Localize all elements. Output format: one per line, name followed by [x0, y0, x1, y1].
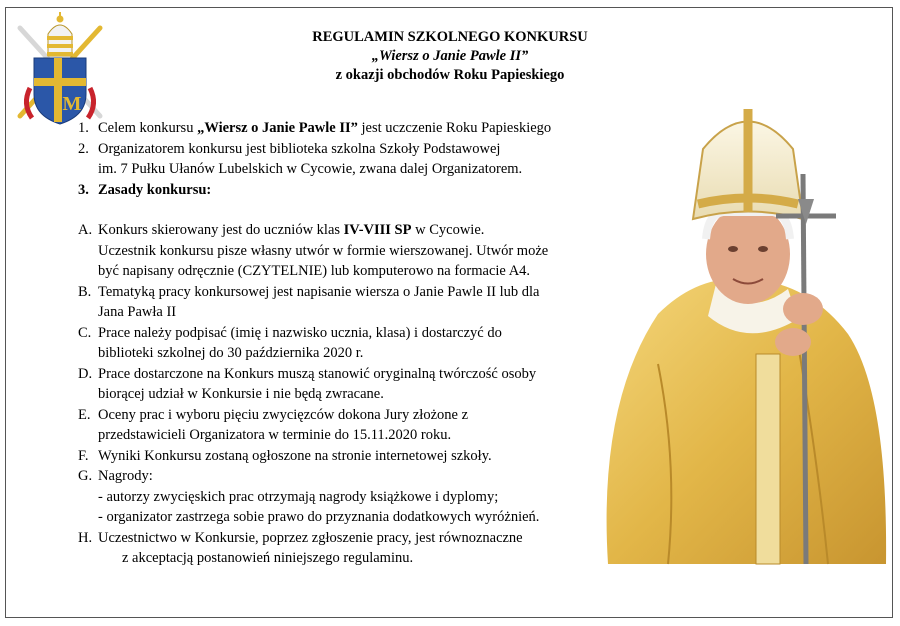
- rule-a-line3: być napisany odręcznie (CZYTELNIE) lub komputerowo na formacie A4.: [98, 263, 531, 279]
- rule-letter: A.: [78, 222, 93, 238]
- rule-a-text-a: Konkurs skierowany jest do uczniów klas: [98, 222, 344, 238]
- rule-g-line1: Nagrody:: [98, 468, 153, 484]
- list-item-1: [78, 118, 598, 139]
- header-title: REGULAMIN SZKOLNEGO KONKURSU: [312, 29, 588, 45]
- rule-c: [78, 323, 598, 364]
- item2-line1: Organizatorem konkursu jest biblioteka szkolna Szkoły Podstawowej: [98, 140, 501, 157]
- list-number: 3.: [78, 181, 89, 198]
- rule-h-line2: z akceptacją postanowień niniejszego regulaminu.: [122, 550, 414, 566]
- rule-f: [78, 446, 598, 467]
- rule-c-line2: biblioteki szkolnej do 30 października 2020 r.: [98, 345, 364, 361]
- rule-d-line2: biorącej udział w Konkursie i nie będą zwracane.: [98, 386, 384, 402]
- rule-letter: C.: [78, 324, 92, 341]
- rule-g-prize-extra: - organizator zastrzega sobie prawo do przyznania dodatkowych wyróżnień.: [98, 509, 540, 525]
- item3-heading: Zasady konkursu:: [98, 181, 212, 198]
- list-item-2: [78, 139, 598, 180]
- rule-d: [78, 364, 598, 405]
- rule-a: [78, 220, 598, 282]
- document-header: [200, 28, 700, 85]
- rule-letter: G.: [78, 468, 93, 484]
- rule-letter: B.: [78, 283, 92, 300]
- item1-text-c: jest uczczenie Roku Papieskiego: [357, 120, 552, 136]
- list-number: 2.: [78, 140, 89, 157]
- list-item-3: [78, 180, 598, 201]
- rule-h: [78, 528, 598, 569]
- rule-g: [78, 466, 598, 528]
- rule-c-line1: Prace należy podpisać (imię i nazwisko ucznia, klasa) i dostarczyć do: [98, 324, 502, 341]
- rule-letter: D.: [78, 365, 93, 382]
- rule-e-line2: przedstawicieli Organizatora w terminie do 15.11.2020 roku.: [98, 427, 452, 443]
- rule-b-line1: Tematyką pracy konkursowej jest napisanie wiersza o Janie Pawle II lub dla: [98, 283, 540, 300]
- rule-d-line1: Prace dostarczone na Konkurs muszą stanowić oryginalną twórczość osoby: [98, 365, 537, 382]
- rule-b-line2: Jana Pawła II: [98, 304, 177, 320]
- papal-coat-of-arms-icon: [10, 8, 110, 126]
- rule-g-prize-books: - autorzy zwycięskich prac otrzymają nagrody książkowe i dyplomy;: [98, 488, 499, 505]
- rule-a-line2: Uczestnik konkursu pisze własny utwór w formie wierszowanej. Utwór może: [98, 242, 549, 259]
- list-number: 1.: [78, 120, 89, 136]
- rule-e: [78, 405, 598, 446]
- rule-letter: E.: [78, 406, 91, 423]
- rule-a-classes: IV-VIII SP: [343, 222, 412, 238]
- rule-b: [78, 282, 598, 323]
- item2-line2: im. 7 Pułku Ułanów Lubelskich w Cycowie, zwana dalej Organizatorem.: [98, 161, 523, 177]
- rule-a-text-c: w Cycowie.: [411, 222, 485, 238]
- item1-contest-name: „Wiersz o Janie Pawle II”: [197, 120, 358, 136]
- header-contest-name: „Wiersz o Janie Pawle II”: [371, 48, 529, 64]
- rule-letter: F.: [78, 447, 89, 464]
- rule-letter: H.: [78, 529, 93, 546]
- svg-text:M: M: [62, 93, 82, 115]
- rule-h-line1: Uczestnictwo w Konkursie, poprzez zgłoszenie pracy, jest równoznaczne: [98, 529, 523, 546]
- rule-f-line1: Wyniki Konkursu zostaną ogłoszone na stronie internetowej szkoły.: [98, 447, 492, 464]
- pope-portrait-image: [598, 104, 888, 570]
- header-occasion: z okazji obchodów Roku Papieskiego: [335, 67, 565, 83]
- item1-text-a: Celem konkursu: [98, 120, 198, 136]
- rule-e-line1: Oceny prac i wyboru pięciu zwycięzców dokona Jury złożone z: [98, 406, 469, 423]
- rules-content: [78, 118, 598, 569]
